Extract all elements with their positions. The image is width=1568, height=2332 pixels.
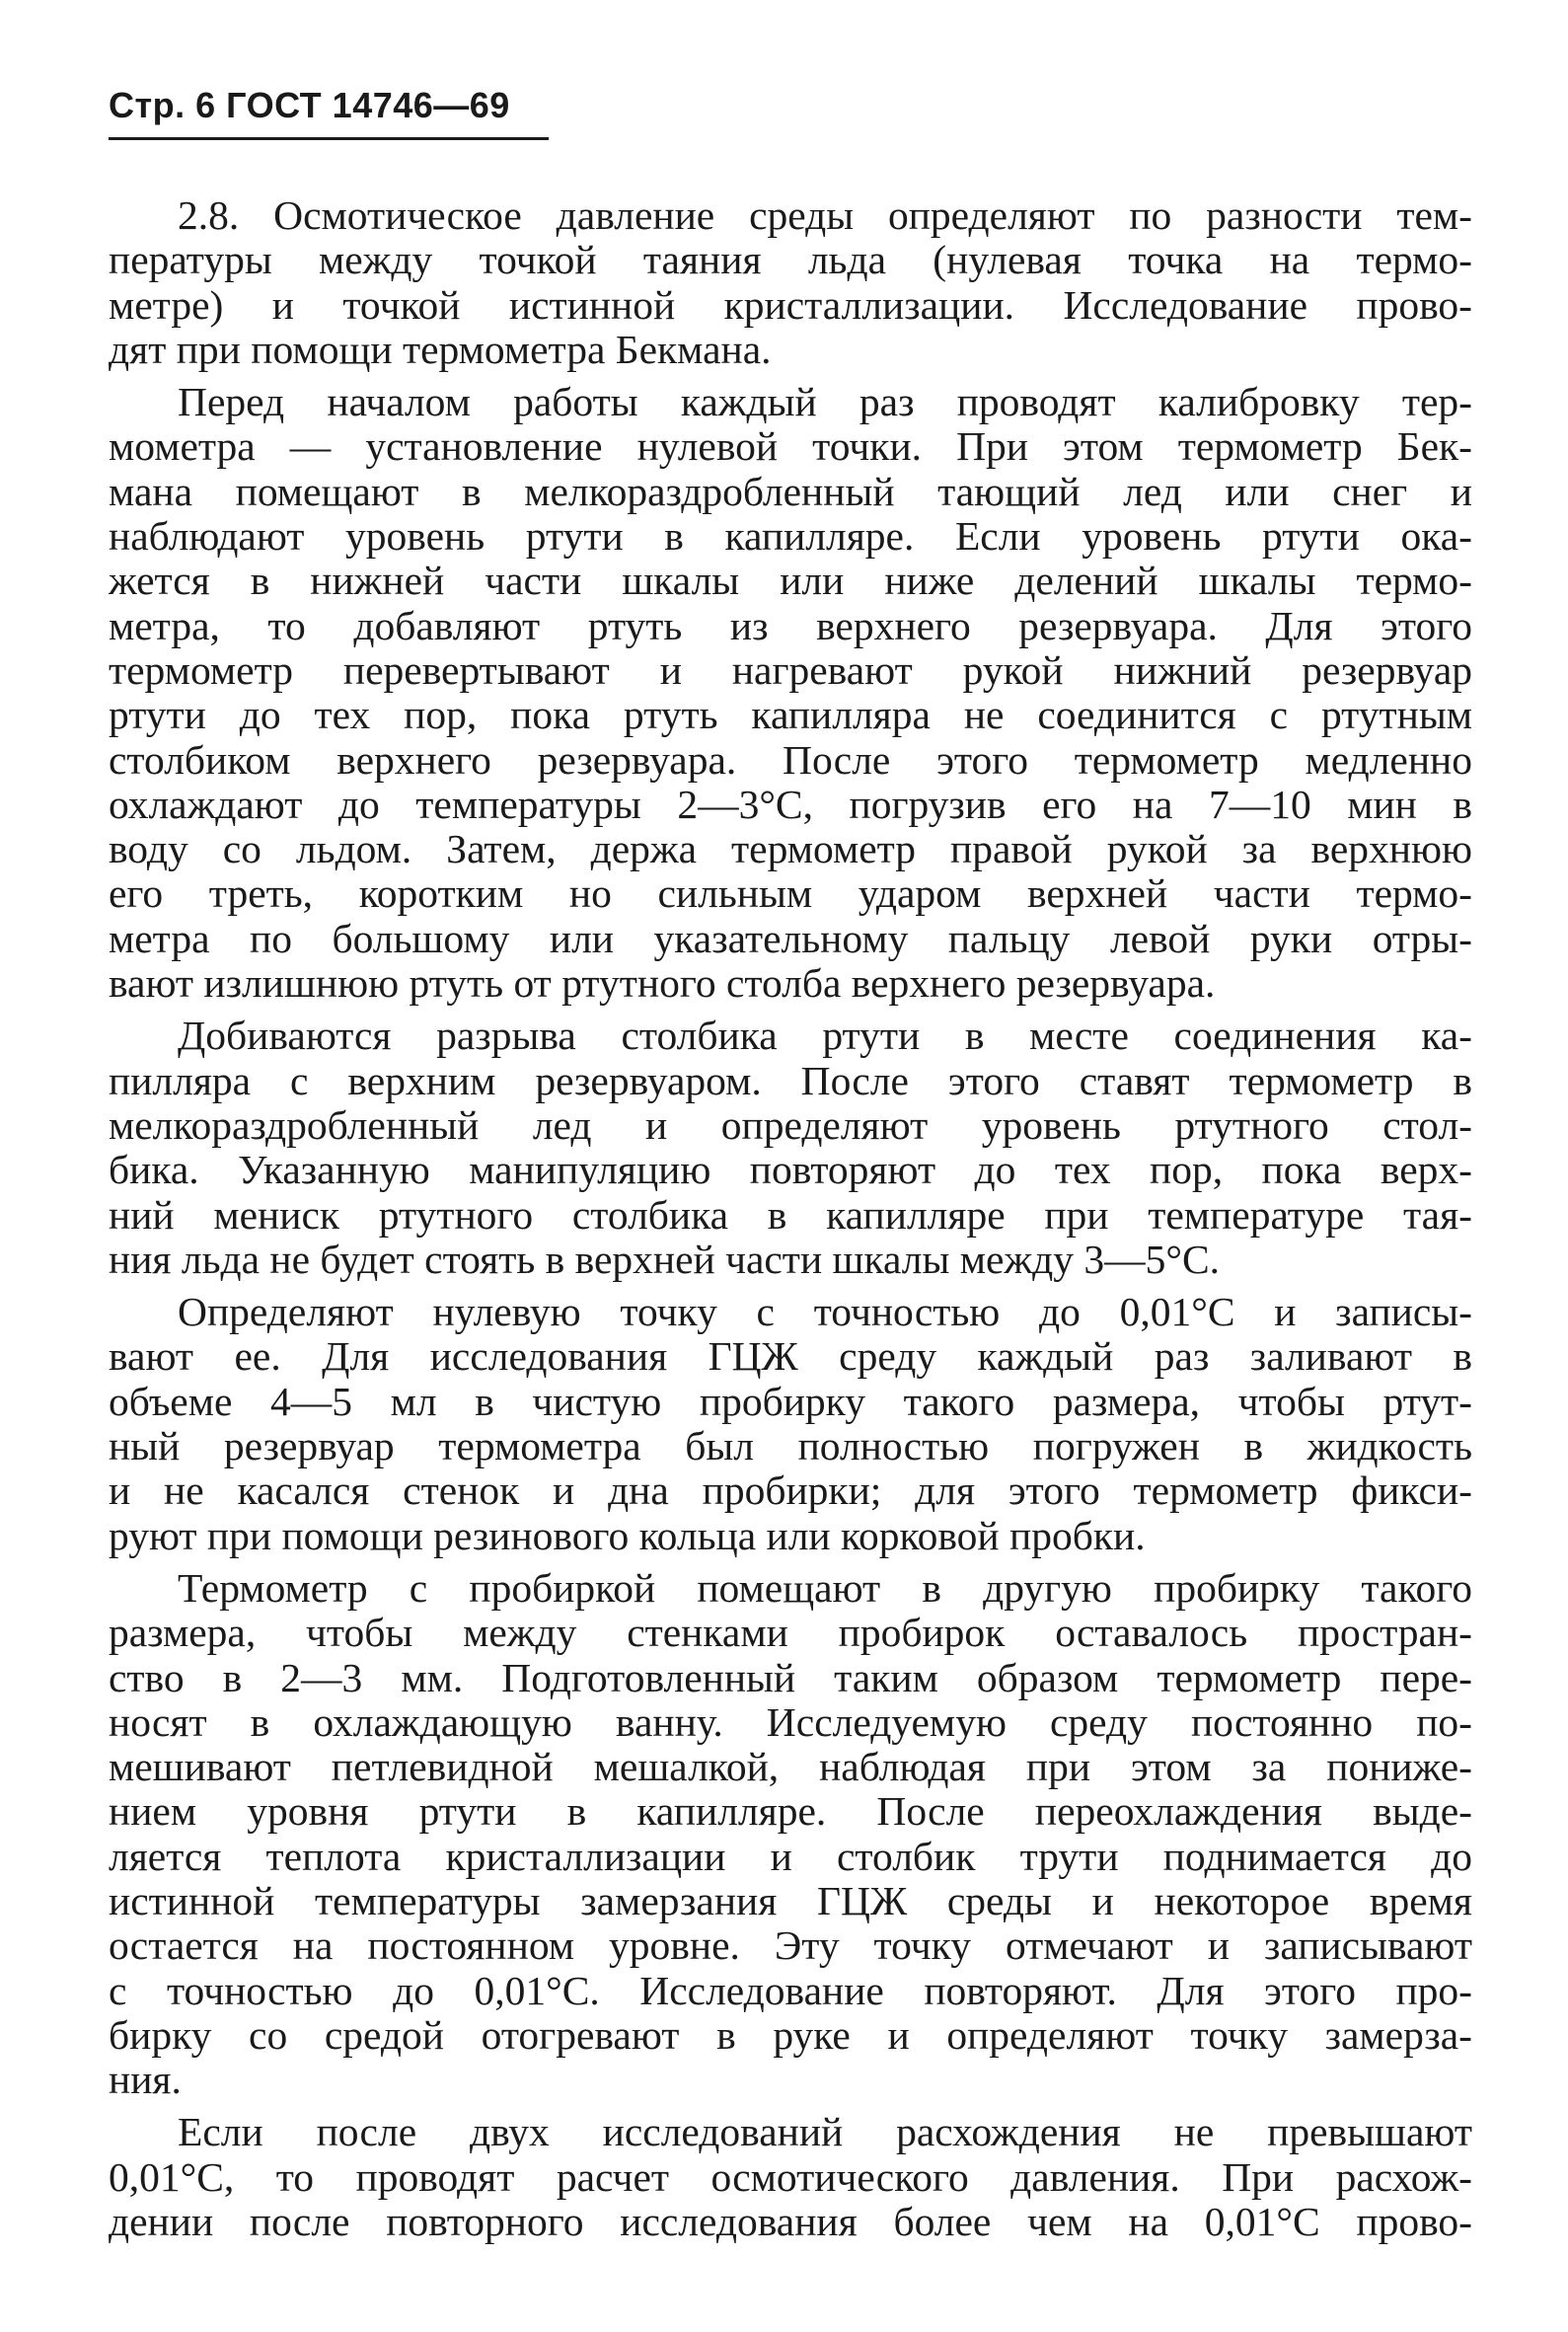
text-line: наблюдают уровень ртути в капилляре. Если уровень ртути ока- [109,514,1472,560]
text-line: истинной температуры замерзания ГЦЖ среды и некоторое время [109,1878,1472,1923]
text-line: метра по большому или указательному пальцу левой руки отры- [109,916,1472,961]
text-line: мометра — установление нулевой точки. При этом термометр Бек- [109,424,1472,470]
paragraph-zero-point [109,1290,1472,1558]
text-line: мана помещают в мелкораздробленный тающий лед или снег и [109,469,1472,514]
body-text [109,193,1472,2252]
text-line: 2.8. Осмотическое давление среды определяют по разности тем- [178,193,1472,238]
text-line: вают излишнюю ртуть от ртутного столба верхнего резервуара. [109,961,1216,1007]
text-line: бика. Указанную манипуляцию повторяют до тех пор, пока верх- [109,1148,1472,1193]
header-rule [109,137,549,140]
text-line: ный резервуар термометра был полностью погружен в жидкость [109,1424,1472,1469]
text-line: ния. [109,2058,182,2103]
text-line: вают ее. Для исследования ГЦЖ среду каждый раз заливают в [109,1334,1472,1380]
text-line: остается на постоянном уровне. Эту точку отмечают и записывают [109,1923,1472,1969]
text-line: воду со льдом. Затем, держа термометр правой рукой за верхнюю [109,827,1472,872]
text-line: 0,01°С, то проводят расчет осмотического давления. При расхож- [109,2154,1472,2200]
text-line: ртути до тех пор, пока ртуть капилляра не соединится с ртутным [109,693,1472,738]
text-line: жется в нижней части шкалы или ниже делений шкалы термо- [109,559,1472,604]
text-line: ство в 2—3 мм. Подготовленный таким образом термометр пере- [109,1655,1472,1700]
text-line: мелкораздробленный лед и определяют уровень ртутного стол- [109,1102,1472,1148]
text-line: ний мениск ртутного столбика в капилляре при температуре тая- [109,1192,1472,1238]
text-line: Термометр с пробиркой помещают в другую пробирку такого [178,1565,1472,1611]
text-line: дении после повторного исследования более чем на 0,01°С прово- [109,2200,1472,2245]
paragraph-cooling-bath [109,1566,1472,2103]
text-line: и не касался стенок и дна пробирки; для этого термометр фикси- [109,1468,1472,1514]
text-line: пилляра с верхним резервуаром. После этого ставят термометр в [109,1058,1472,1103]
text-line: ляется теплота кристаллизации и столбик трути поднимается до [109,1834,1472,1879]
text-line: с точностью до 0,01°С. Исследование повторяют. Для этого про- [109,1968,1472,2013]
text-line: мешивают петлевидной мешалкой, наблюдая при этом за пониже- [109,1745,1472,1790]
text-line: размера, чтобы между стенками пробирок оставалось простран- [109,1611,1472,1656]
text-line: Перед началом работы каждый раз проводят калибровку тер- [178,380,1472,425]
text-line: объеме 4—5 мл в чистую пробирку такого размера, чтобы ртут- [109,1379,1472,1424]
text-line: бирку со средой отогревают в руке и определяют точку замерза- [109,2012,1472,2058]
text-line: его треть, коротким но сильным ударом верхней части термо- [109,871,1472,917]
text-line: руют при помощи резинового кольца или корковой пробки. [109,1513,1146,1558]
text-line: метре) и точкой истинной кристаллизации. Исследование прово- [109,282,1472,328]
paragraph-mercury-break [109,1014,1472,1282]
text-line: пературы между точкой таяния льда (нулевая точка на термо- [109,238,1472,283]
paragraph-2-8 [109,193,1472,372]
text-line: охлаждают до температуры 2—3°С, погрузив его на 7—10 мин в [109,782,1472,827]
text-line: нием уровня ртути в капилляре. После переохлаждения выде- [109,1789,1472,1835]
text-line: носят в охлаждающую ванну. Исследуемую среду постоянно по- [109,1699,1472,1745]
text-line: дят при помощи термометра Бекмана. [109,327,772,372]
text-line: столбиком верхнего резервуара. После этого термометр медленно [109,737,1472,783]
text-line: Если после двух исследований расхождения не превышают [178,2110,1472,2155]
text-line: термометр перевертывают и нагревают рукой нижний резервуар [109,647,1472,693]
text-line: ния льда не будет стоять в верхней части шкалы между 3—5°С. [109,1237,1221,1282]
text-line: Определяют нулевую точку с точностью до 0,01°С и записы- [178,1290,1472,1335]
text-line: Добиваются разрыва столбика ртути в месте соединения ка- [178,1014,1472,1059]
paragraph-calibration [109,380,1472,1006]
page-header: Стр. 6 ГОСТ 14746—69 [109,85,510,125]
text-line: метра, то добавляют ртуть из верхнего резервуара. Для этого [109,603,1472,648]
paragraph-calculation [109,2110,1472,2244]
